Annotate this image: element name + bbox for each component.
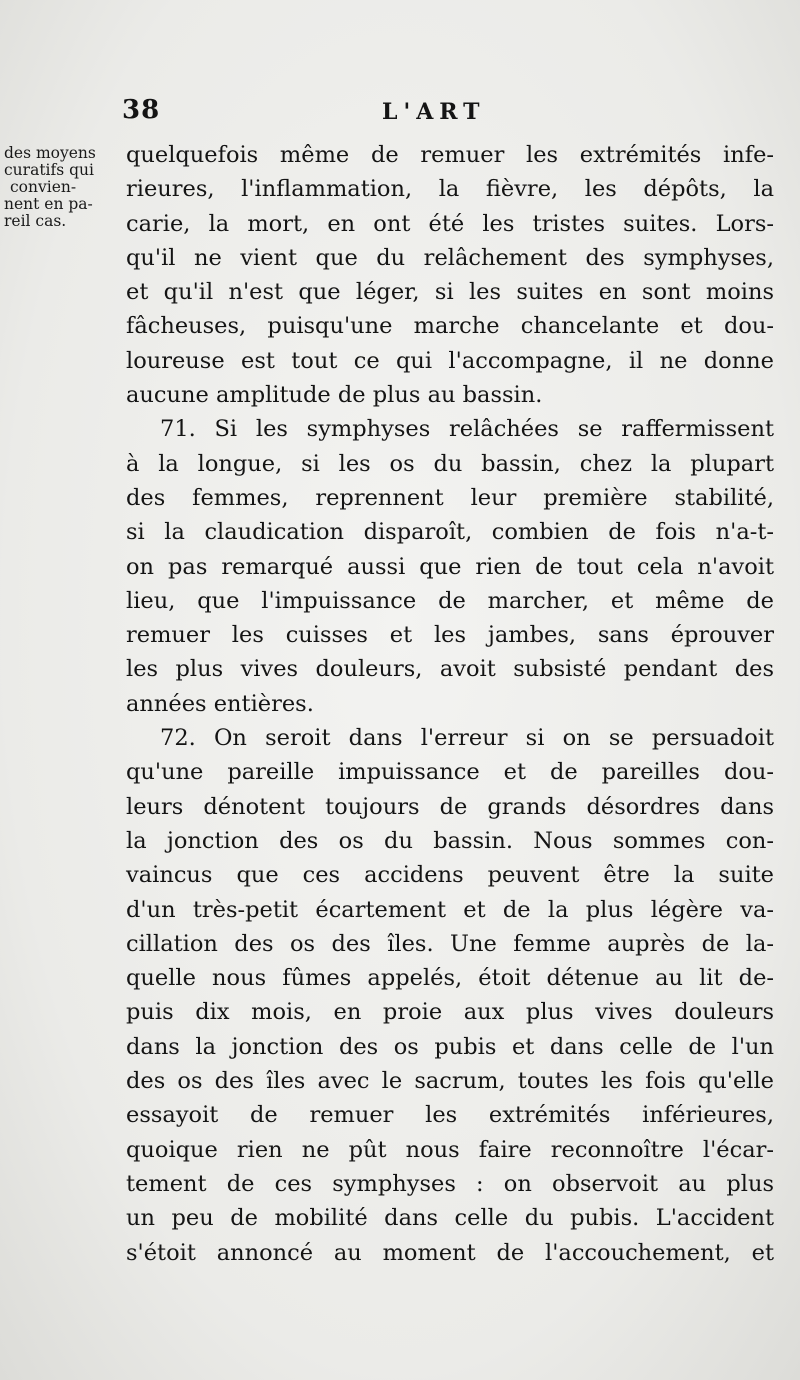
paragraph-start-71: 71. Si les symphyses relâchées se raffermissent [160, 416, 774, 443]
text-line: vaincus que ces accidens peuvent être la suite [126, 862, 774, 889]
margin-note-line: convien- [10, 178, 77, 196]
margin-note-line: reil cas. [4, 212, 67, 230]
text-line: quoique rien ne pût nous faire reconnoître l'écar- [126, 1136, 774, 1163]
text-line: carie, la mort, en ont été les tristes suites. Lors- [126, 210, 774, 237]
margin-note-line: des moyens [4, 144, 96, 162]
running-head [0, 95, 800, 135]
text-line: des femmes, reprennent leur première stabilité, [126, 484, 774, 511]
text-line: d'un très-petit écartement et de la plus légère va- [126, 896, 774, 923]
text-line: années entières. [126, 690, 314, 717]
text-line: les plus vives douleurs, avoit subsisté pendant des [126, 656, 774, 683]
text-line: puis dix mois, en proie aux plus vives douleurs [126, 999, 774, 1026]
text-line: dans la jonction des os pubis et dans celle de l'un [126, 1033, 774, 1060]
text-line: cillation des os des îles. Une femme auprès de la- [126, 930, 774, 957]
text-line: qu'une pareille impuissance et de pareilles dou- [126, 759, 774, 786]
text-line: aucune amplitude de plus au bassin. [126, 382, 543, 409]
text-line: quelle nous fûmes appelés, étoit détenue au lit de- [126, 965, 774, 992]
running-title: L'ART [382, 99, 486, 125]
margin-note [4, 145, 122, 230]
page-number: 38 [122, 95, 161, 125]
paragraph-start-72: 72. On seroit dans l'erreur si on se persuadoit [160, 725, 774, 752]
text-line: à la longue, si les os du bassin, chez la plupart [126, 450, 774, 477]
text-line: remuer les cuisses et les jambes, sans éprouver [126, 622, 774, 649]
text-line: si la claudication disparoît, combien de fois n'a-t- [126, 519, 774, 546]
text-line: tement de ces symphyses : on observoit au plus [126, 1170, 774, 1197]
text-line: rieures, l'inflammation, la fièvre, les dépôts, la [126, 176, 774, 203]
text-line: s'étoit annoncé au moment de l'accouchement, et [126, 1239, 774, 1266]
body-text [126, 138, 774, 1270]
text-line: essayoit de remuer les extrémités inférieures, [126, 1102, 774, 1129]
text-line: lieu, que l'impuissance de marcher, et même de [126, 587, 774, 614]
text-line: loureuse est tout ce qui l'accompagne, il ne donne [126, 347, 774, 374]
text-line: fâcheuses, puisqu'une marche chancelante et dou- [126, 313, 774, 340]
text-line: des os des îles avec le sacrum, toutes les fois qu'elle [126, 1068, 774, 1095]
text-line: on pas remarqué aussi que rien de tout cela n'avoit [126, 553, 774, 580]
text-line: un peu de mobilité dans celle du pubis. L'accident [126, 1205, 774, 1232]
text-line: et qu'il n'est que léger, si les suites en sont moins [126, 279, 774, 306]
text-line: la jonction des os du bassin. Nous sommes con- [126, 827, 774, 854]
margin-note-line: curatifs qui [4, 161, 94, 179]
text-line: leurs dénotent toujours de grands désordres dans [126, 793, 774, 820]
margin-note-line: nent en pa- [4, 195, 93, 213]
text-line: qu'il ne vient que du relâchement des symphyses, [126, 244, 774, 271]
text-line: quelquefois même de remuer les extrémités infe- [126, 142, 774, 168]
